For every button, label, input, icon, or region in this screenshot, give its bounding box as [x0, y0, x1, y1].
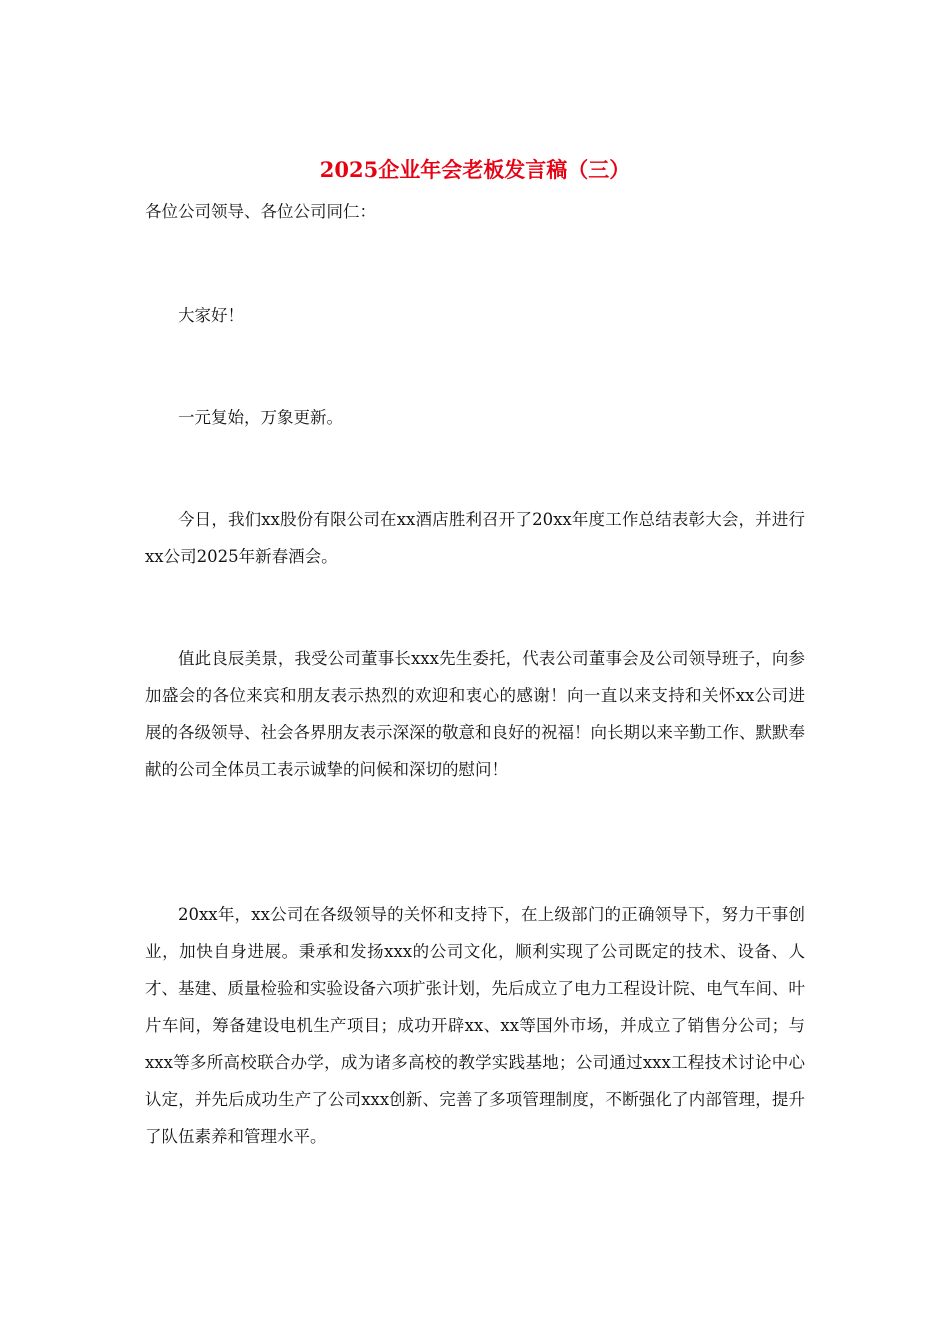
salutation: 各位公司领导、各位公司同仁：	[145, 202, 376, 221]
paragraph-greeting: 大家好！	[178, 306, 244, 325]
paragraph-thanks: 值此良辰美景，我受公司董事长xxx先生委托，代表公司董事会及公司领导班子，向参加盛会的各位来宾和朋友表示热烈的欢迎和衷心的感谢！向一直以来支持和关怀xx公司进展的各级领导、社会各界朋友表示深深的敬意和良好的祝福！向长期以来辛勤工作、默默奉献的公司全体员工表示诚挚的问候和深切的慰问！	[145, 649, 805, 779]
document-title: 2025企业年会老板发言稿（三）	[319, 157, 631, 182]
paragraph-achievements: 20xx年，xx公司在各级领导的关怀和支持下，在上级部门的正确领导下，努力干事创业，加快自身进展。秉承和发扬xxx的公司文化，顺利实现了公司既定的技术、设备、人才、基建、质量检验和实验设备六项扩张计划，先后成立了电力工程设计院、电气车间、叶片车间，筹备建设电机生产项目；成功开辟xx、xx等国外市场，并成立了销售分公司；与xxx等多所高校联合办学，成为诸多高校的教学实践基地；公司通过xxx工程技术讨论中心认定，并先后成功生产了公司xxx创新、完善了多项管理制度，不断强化了内部管理，提升了队伍素养和管理水平。	[145, 905, 805, 1146]
paragraph-meeting: 今日，我们xx股份有限公司在xx酒店胜利召开了20xx年度工作总结表彰大会，并进行xx公司2025年新春酒会。	[145, 510, 805, 566]
paragraph-new-year: 一元复始，万象更新。	[178, 408, 343, 427]
